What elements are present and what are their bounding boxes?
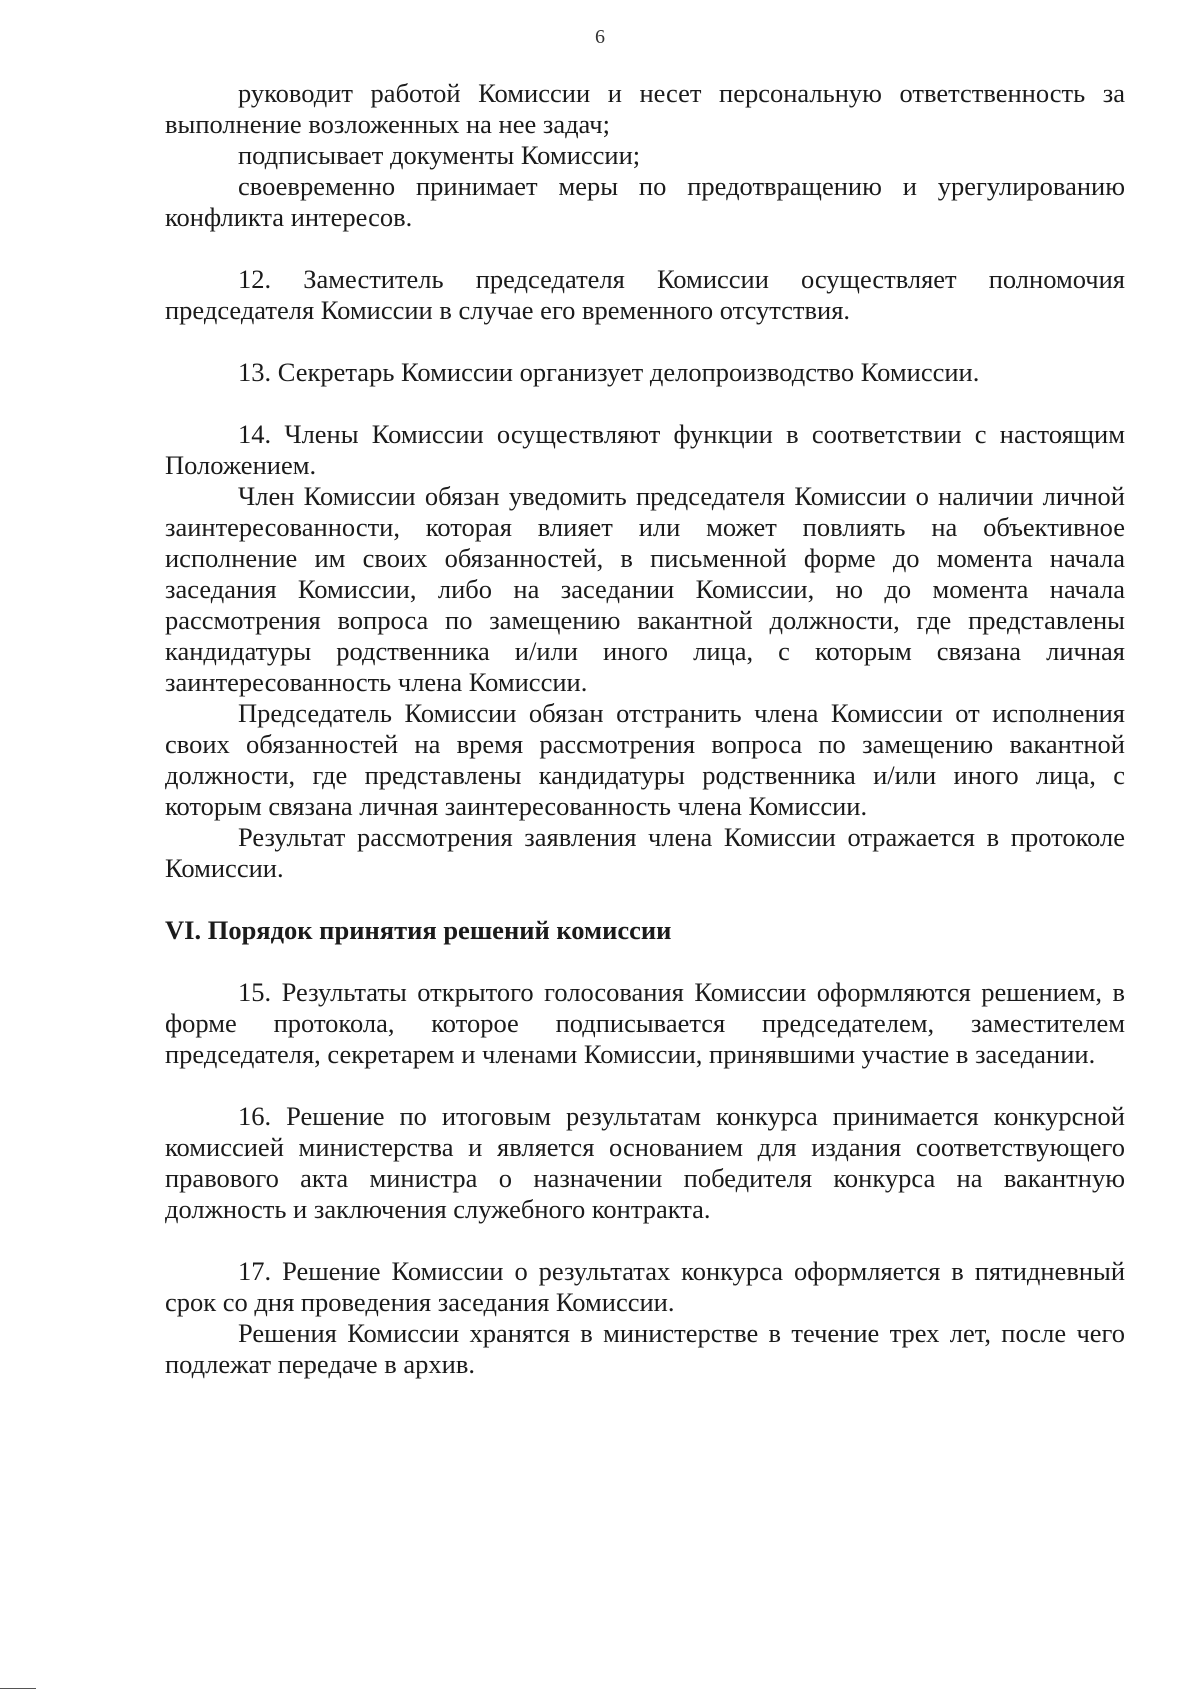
paragraph-14-result: Результат рассмотрения заявления члена Комиссии отражается в протоколе Комиссии. [165, 822, 1125, 883]
paragraph-14-member-notice: Член Комиссии обязан уведомить председателя Комиссии о наличии личной заинтересованности, которая влияет или может повлиять на объективное исполнение им своих обязанностей, в письменной форме до момента начала заседания Комиссии, либо на заседании Комиссии, но до момента начала рассмотрения вопроса по замещению вакантной должности, где представлены кандидатуры родственника и/или иного лица, с которым связана личная заинтересованность члена Комиссии. [165, 481, 1125, 697]
section-heading: VI. Порядок принятия решений комиссии [165, 915, 672, 945]
paragraph-16: 16. Решение по итоговым результатам конкурса принимается конкурсной комиссией министерства и является основанием для издания соответствующего правового акта министра о назначении победителя конкурса на вакантную должность и заключения служебного контракта. [165, 1101, 1125, 1224]
paragraph-chair-duties-2: подписывает документы Комиссии; [238, 140, 641, 170]
page-number: 6 [595, 26, 605, 48]
paragraph-17-storage: Решения Комиссии хранятся в министерстве в течение трех лет, после чего подлежат передаче в архив. [165, 1318, 1125, 1379]
corner-mark [0, 1688, 36, 1689]
paragraph-15: 15. Результаты открытого голосования Комиссии оформляются решением, в форме протокола, которое подписывается председателем, заместителем председателя, секретарем и членами Комиссии, принявшими участие в заседании. [165, 977, 1125, 1069]
paragraph-14-chair-removal: Председатель Комиссии обязан отстранить члена Комиссии от исполнения своих обязанностей на время рассмотрения вопроса по замещению вакантной должности, где представлены кандидатуры родственника и/или иного лица, с которым связана личная заинтересованность члена Комиссии. [165, 698, 1125, 821]
paragraph-12: 12. Заместитель председателя Комиссии осуществляет полномочия председателя Комиссии в случае его временного отсутствия. [165, 264, 1125, 325]
document-body [165, 78, 1125, 1380]
paragraph-chair-duties-1: руководит работой Комиссии и несет персональную ответственность за выполнение возложенных на нее задач; [165, 78, 1125, 139]
paragraph-14: 14. Члены Комиссии осуществляют функции в соответствии с настоящим Положением. [165, 419, 1125, 480]
paragraph-chair-duties-3: своевременно принимает меры по предотвращению и урегулированию конфликта интересов. [165, 171, 1125, 232]
paragraph-13: 13. Секретарь Комиссии организует делопроизводство Комиссии. [238, 357, 980, 387]
paragraph-17: 17. Решение Комиссии о результатах конкурса оформляется в пятидневный срок со дня проведения заседания Комиссии. [165, 1256, 1125, 1317]
